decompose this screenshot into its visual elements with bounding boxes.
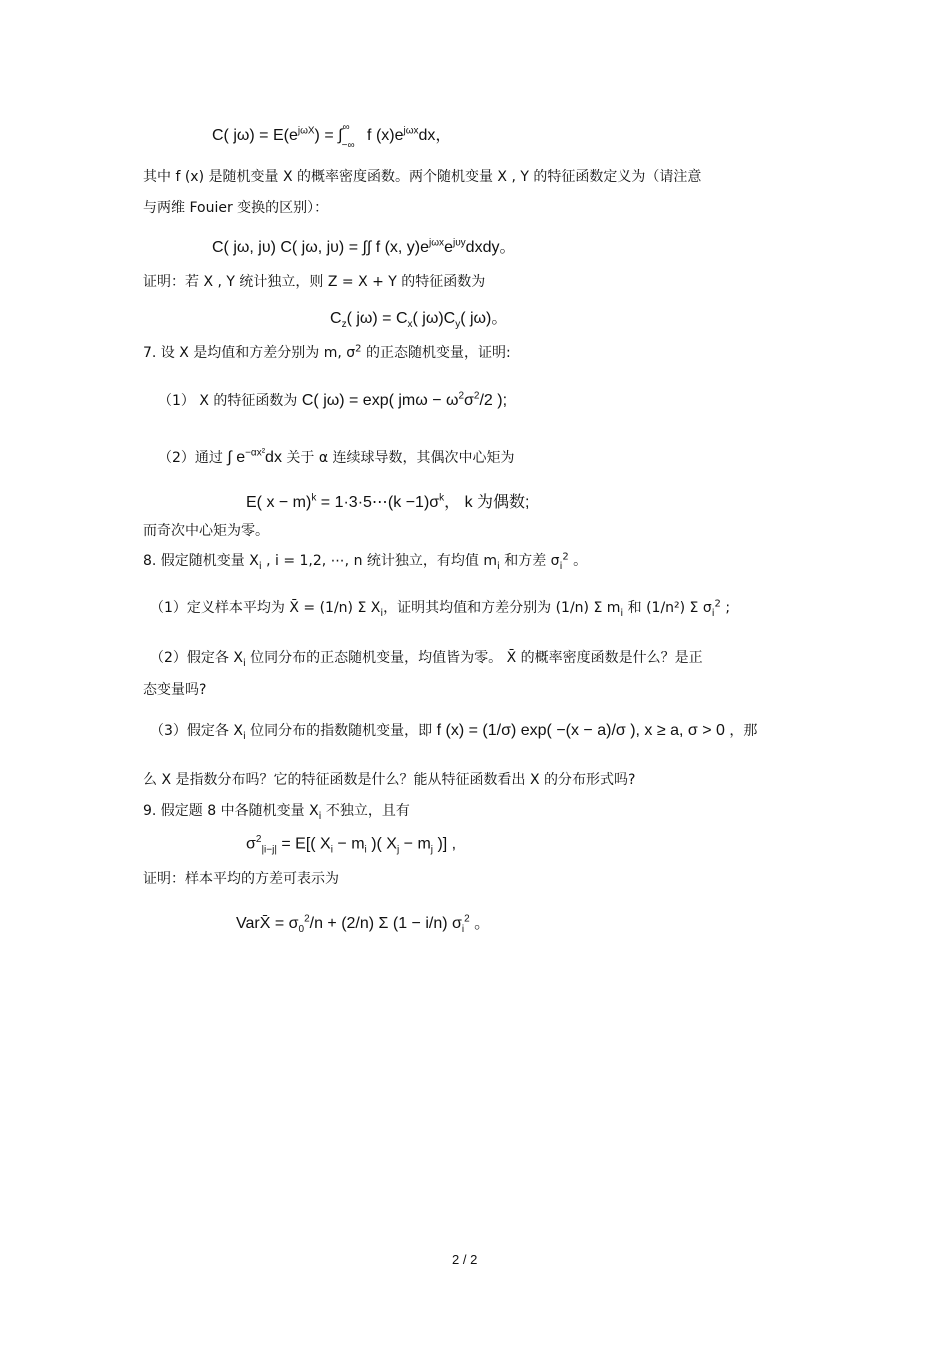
problem-8-part-3-cont: 么 X 是指数分布吗？它的特征函数是什么？能从特征函数看出 X 的分布形式吗? xyxy=(143,772,636,788)
paragraph-prove-independent: 证明：若 X , Y 统计独立，则 Z = X + Y 的特征函数为 xyxy=(143,274,486,290)
paragraph-prove-variance: 证明：样本平均的方差可表示为 xyxy=(143,871,339,887)
paragraph-odd-moment: 而奇次中心矩为零。 xyxy=(143,523,269,539)
page-number: 2 / 2 xyxy=(452,1252,478,1267)
eq-joint-characteristic: C( jω, jυ) C( jω, jυ) = ∫∫ f (x, $y)e^{j\omega x}e^{j\upsilon y}dxdy$。 xyxy=(212,237,516,256)
eq-variance: VarX̄ = $\sigma_0^2/n + (2/n)$ Σ (1 − i/n) $\sigma_i^2$ 。 xyxy=(236,913,491,936)
problem-7-part-2: （2）通过 ∫ $e^{-\alpha x^2}dx$ 关于 α 连续球导数，其偶次中心矩为 xyxy=(158,447,515,466)
problem-8-part-3: （3）假定各 $X_i$ 位同分布的指数随机变量，即 f (x) = (1/σ) exp( −(x − a)/σ ), x ≥ a, σ > 0 ，那 xyxy=(150,722,758,742)
problem-8: 8. 假定随机变量 $X_i$ , i = 1,2, ⋯, n 统计独立，有均值 $m_i$ 和方差 $\sigma_i^2$ 。 xyxy=(143,551,588,572)
problem-7: 7. 设 X 是均值和方差分别为 m, $\sigma^2$ 的正态随机变量，证明: xyxy=(143,343,511,361)
paragraph-density: 其中 f (x) 是随机变量 X 的概率密度函数。两个随机变量 X , Y 的特征函数定义为（请注意 xyxy=(143,169,702,185)
problem-8-part-1: （1）定义样本平均为 X̄ = (1/n) Σ $X_i$，证明其均值和方差分别为 (1/n) Σ $m_i$ 和 (1/n²) Σ $\sigma_i^2$ ; xyxy=(150,598,731,619)
eq-covariance: $\sigma^2_{|i-j|} = E$[( $X_i - m_i$ )( $X_j - m_j$ )] , xyxy=(246,834,457,856)
problem-9: 9. 假定题 8 中各随机变量 $X_i$ 不独立，且有 xyxy=(143,803,410,822)
problem-7-part-1: （1） X 的特征函数为 C( jω) = exp( $jm\omega - \omega^2\sigma^2/2$ ); xyxy=(158,390,508,409)
eq-even-moment: E( x − m)$^k$ = 1·3·5⋯(k $-1)\sigma^k$， k 为偶数; xyxy=(246,492,530,511)
problem-8-part-2: （2）假定各 $X_i$ 位同分布的正态随机变量，均值皆为零。 X̄ 的概率密度函数是什么？是正 xyxy=(150,650,703,669)
eq-characteristic-function: C( $j\omega) = E(e^{j\omega X}) = \int^\infty_{-\infty}$ f $(x)e^{j\omega x}dx$， xyxy=(212,122,452,151)
problem-8-part-2-cont: 态变量吗? xyxy=(143,682,207,698)
eq-sum-characteristic: $C_z$( $j\omega) = C_x$( $j\omega)C_y$( jω)。 xyxy=(330,310,508,331)
paragraph-fourier: 与两维 Fouier 变换的区别）： xyxy=(143,200,329,216)
